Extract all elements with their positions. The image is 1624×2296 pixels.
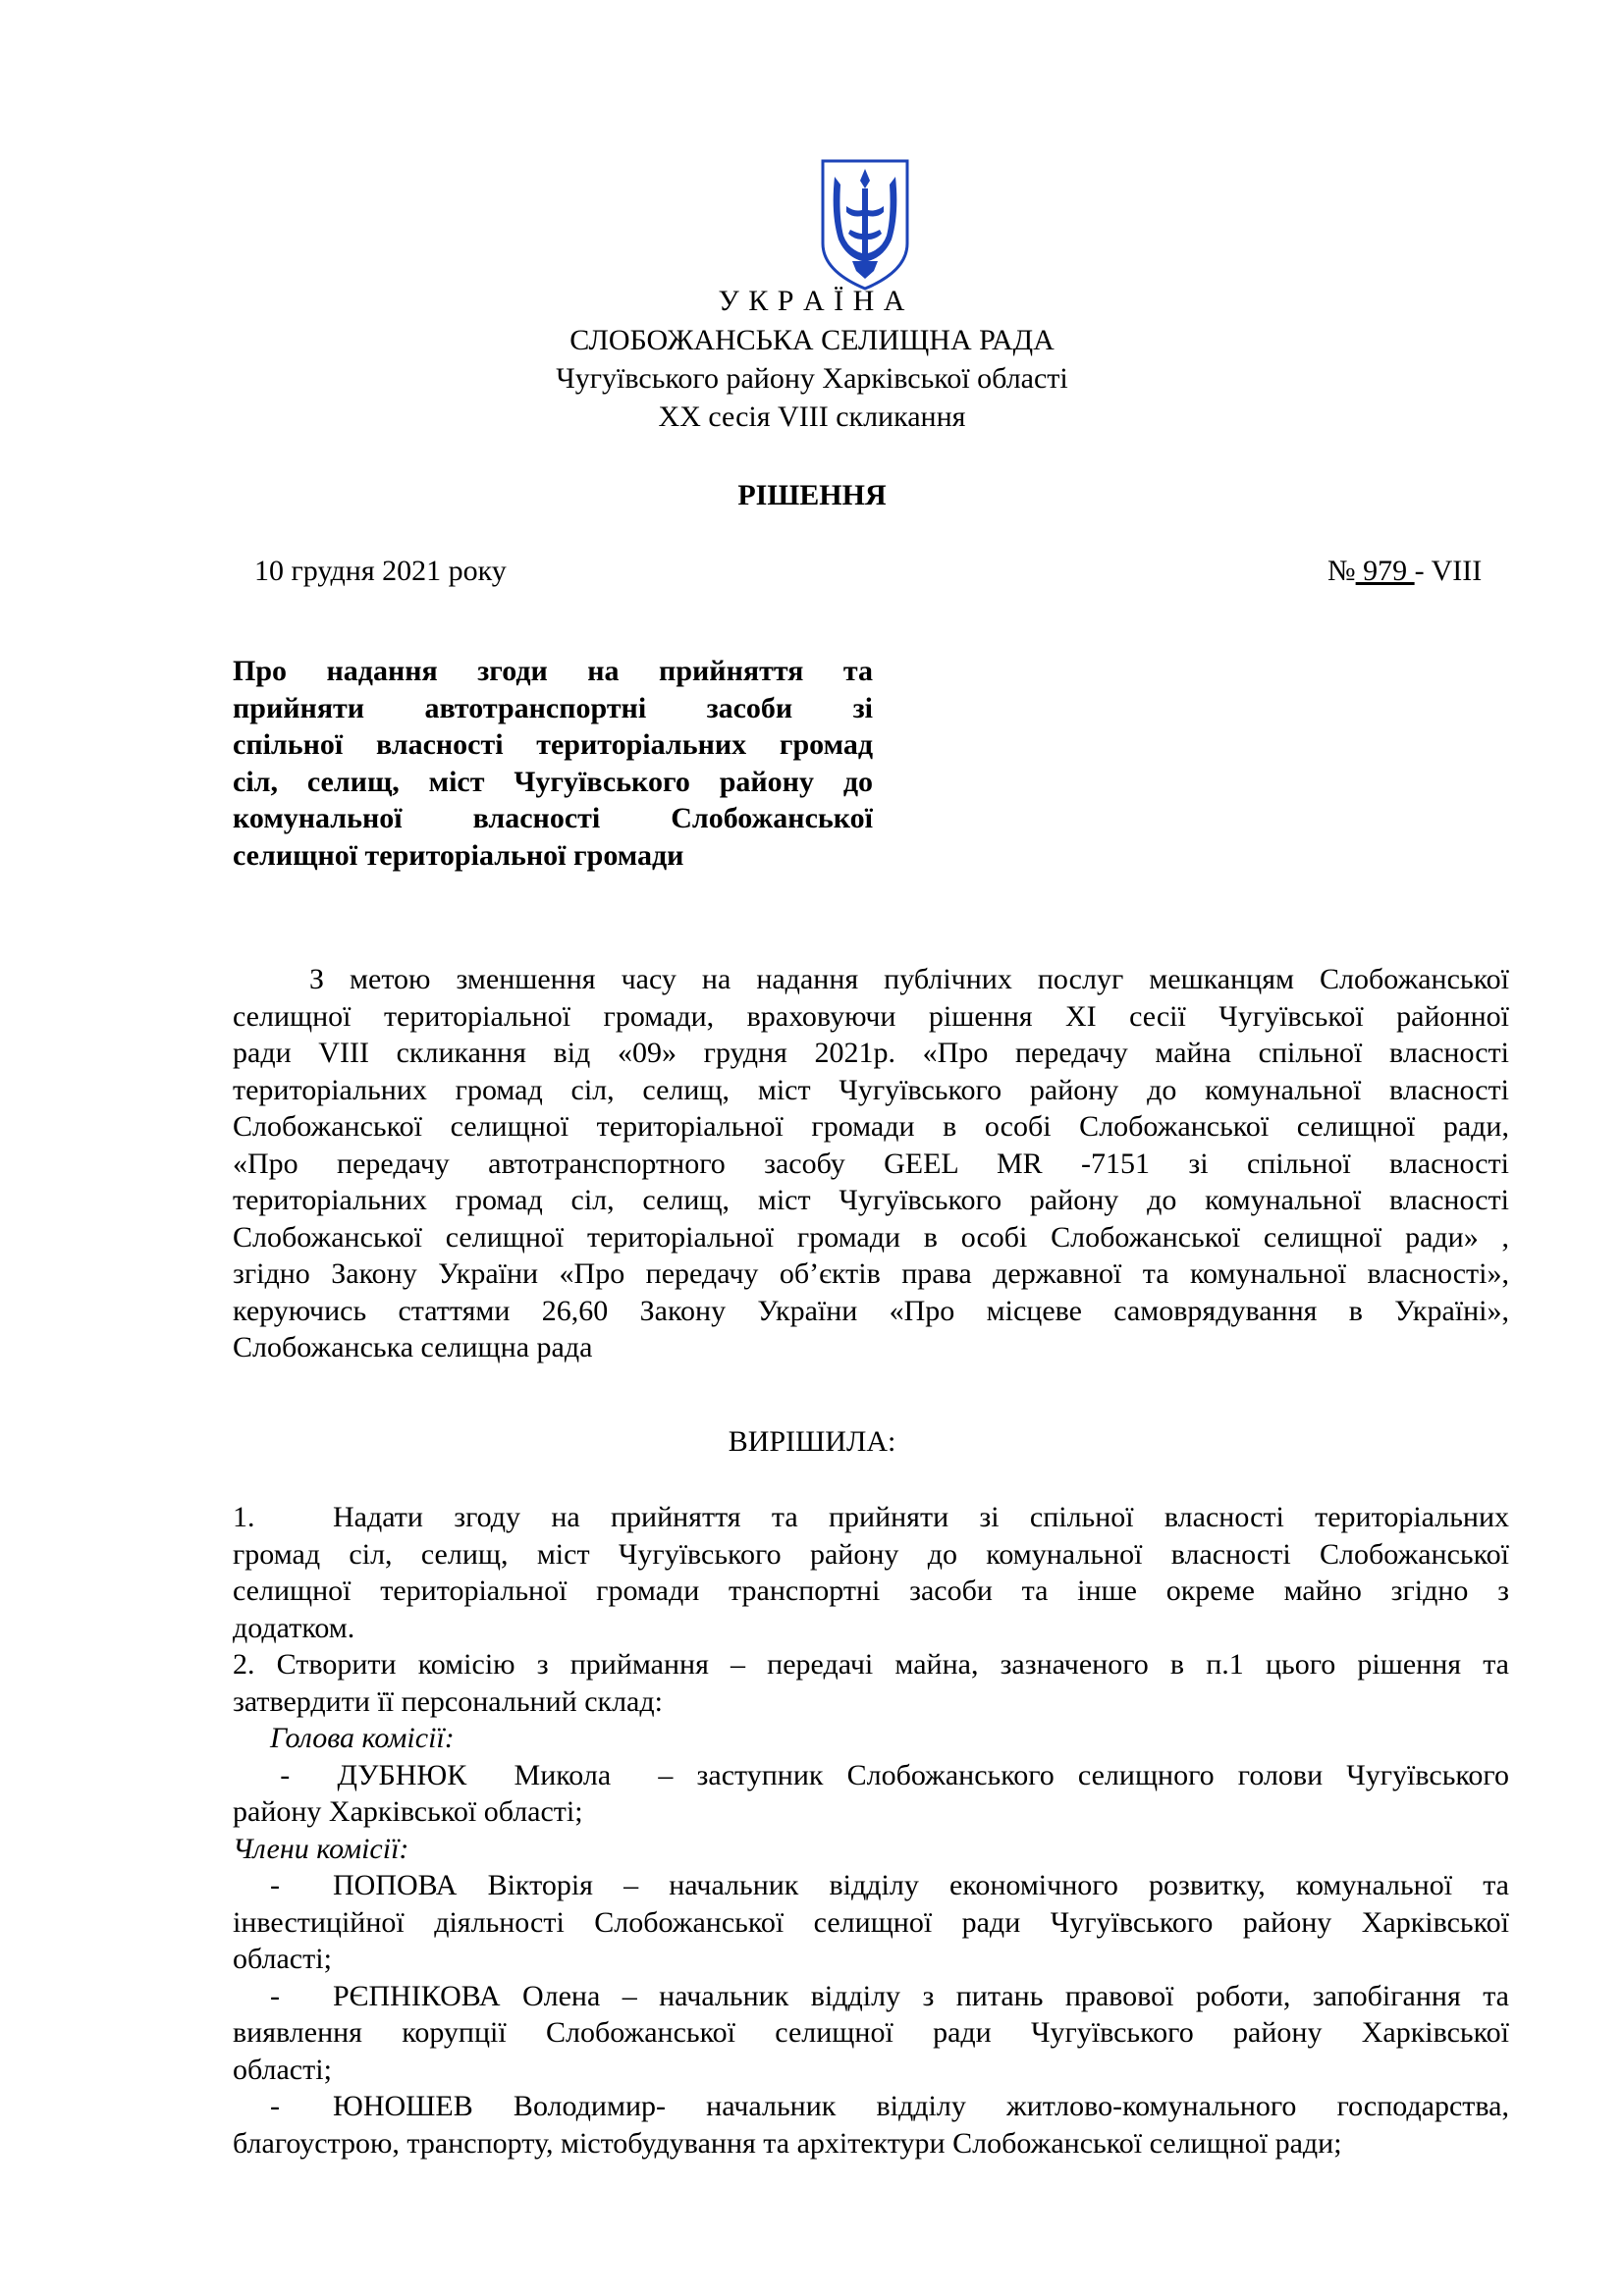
decision-subject — [233, 653, 873, 874]
subject-line: прийняти автотранспортні засоби зі — [233, 691, 873, 724]
subject-line: сіл, селищ, міст Чугуївського району до — [233, 765, 873, 798]
member-line: благоустрою, транспорту, містобудування та архітектури Слобожанської селищної ради; — [233, 2126, 1342, 2160]
session-heading: XX сесія VIII скликання — [658, 400, 966, 433]
preamble-line: «Про передачу автотранспортного засобу GEEL MR -7151 зі спільної власності — [233, 1147, 1509, 1180]
district-heading: Чугуївського району Харківської області — [556, 362, 1068, 395]
item-1-first-line — [233, 1499, 1509, 1536]
country-heading: У К Р А Ї Н А — [718, 285, 906, 317]
number-value: 979 — [1355, 555, 1415, 587]
preamble-line: керуючись статтями 26,60 Закону України «Про місцеве самоврядування в Україні», — [233, 1294, 1509, 1327]
subject-line: селищної територіальної громади — [233, 838, 684, 872]
commission-head-line: району Харківської області; — [233, 1795, 583, 1828]
member-popova-first-line — [233, 1867, 1509, 1904]
council-heading: СЛОБОЖАНСЬКА СЕЛИЩНА РАДА — [569, 324, 1055, 356]
preamble-line: територіальних громад сіл, селищ, міст Чугуївського району до комунальної власності — [233, 1184, 1509, 1216]
commission-members-label: Члени комісії: — [233, 1832, 409, 1865]
subject-line: комунальної власності Слобожанської — [233, 802, 873, 834]
member-line: інвестиційної діяльності Слобожанської селищної ради Чугуївського району Харківської — [233, 1905, 1509, 1939]
subject-line: Про надання згоди на прийняття та — [233, 655, 873, 687]
member-line: області; — [233, 2053, 332, 2086]
decision-date: 10 грудня 2021 року — [254, 555, 507, 587]
number-prefix: № — [1327, 555, 1356, 587]
member-line: РЄПНІКОВА Олена – начальник відділу з питань правової роботи, запобігання та — [333, 1979, 1509, 2012]
resolved-heading: ВИРІШИЛА: — [728, 1425, 896, 1458]
member-line: області; — [233, 1943, 332, 1975]
preamble-line: селищної територіальної громади, враховуючи рішення XI сесії Чугуївської районної — [233, 999, 1509, 1033]
member-dash: - — [270, 1869, 280, 1901]
item-1-number: 1. — [233, 1501, 255, 1533]
commission-head-line: - ДУБНЮК Микола – заступник Слобожанського селищного голови Чугуївського — [233, 1758, 1509, 1791]
coat-of-arms-trident-icon — [817, 155, 913, 293]
preamble-line: Слобожанської селищної територіальної громади в особі Слобожанської селищної ради» , — [233, 1220, 1509, 1254]
preamble-line: Слобожанської селищної територіальної громади в особі Слобожанської селищної ради, — [233, 1110, 1509, 1143]
member-line: виявлення корупції Слобожанської селищної ради Чугуївського району Харківської — [233, 2016, 1509, 2049]
preamble-line: територіальних громад сіл, селищ, міст Чугуївського району до комунальної власності — [233, 1073, 1509, 1106]
document-type-heading: РІШЕННЯ — [737, 479, 887, 511]
preamble-line: З метою зменшення часу на надання публічних послуг мешканцям Слобожанської — [309, 963, 1509, 995]
member-repnikova-first-line — [233, 1978, 1509, 2015]
preamble-line: згідно Закону України «Про передачу об’єктів права державної та комунальної власності», — [233, 1257, 1509, 1290]
decision-number — [1327, 553, 1482, 590]
item-1-line: Надати згоду на прийняття та прийняти зі спільної власності територіальних — [333, 1501, 1509, 1533]
member-line: ПОПОВА Вікторія – начальник відділу економічного розвитку, комунальної та — [333, 1869, 1509, 1901]
item-1-line: селищної територіальної громади транспортні засоби та інше окреме майно згідно з — [233, 1575, 1509, 1607]
operative-part — [233, 1499, 1509, 2162]
preamble-line: ради VIII скликання від «09» грудня 2021р. «Про передачу майна спільної власності — [233, 1037, 1509, 1069]
member-dash: - — [270, 2090, 280, 2122]
item-2-line: затвердити її персональний склад: — [233, 1684, 663, 1718]
preamble-line: Слобожанська селищна рада — [233, 1331, 593, 1363]
preamble — [233, 961, 1509, 1366]
commission-head-label: Голова комісії: — [270, 1722, 455, 1754]
member-line: ЮНОШЕВ Володимир- начальник відділу житлово-комунального господарства, — [333, 2090, 1509, 2122]
item-2-line: 2. Створити комісію з приймання – передачі майна, зазначеного в п.1 цього рішення та — [233, 1648, 1509, 1681]
subject-line: спільної власності територіальних громад — [233, 728, 873, 761]
item-1-line: громад сіл, селищ, міст Чугуївського району до комунальної власності Слобожанської — [233, 1537, 1509, 1571]
number-suffix: - VIII — [1414, 555, 1483, 587]
item-1-line: додатком. — [233, 1611, 355, 1644]
member-yunoshev-first-line — [233, 2088, 1509, 2125]
member-dash: - — [270, 1979, 280, 2012]
